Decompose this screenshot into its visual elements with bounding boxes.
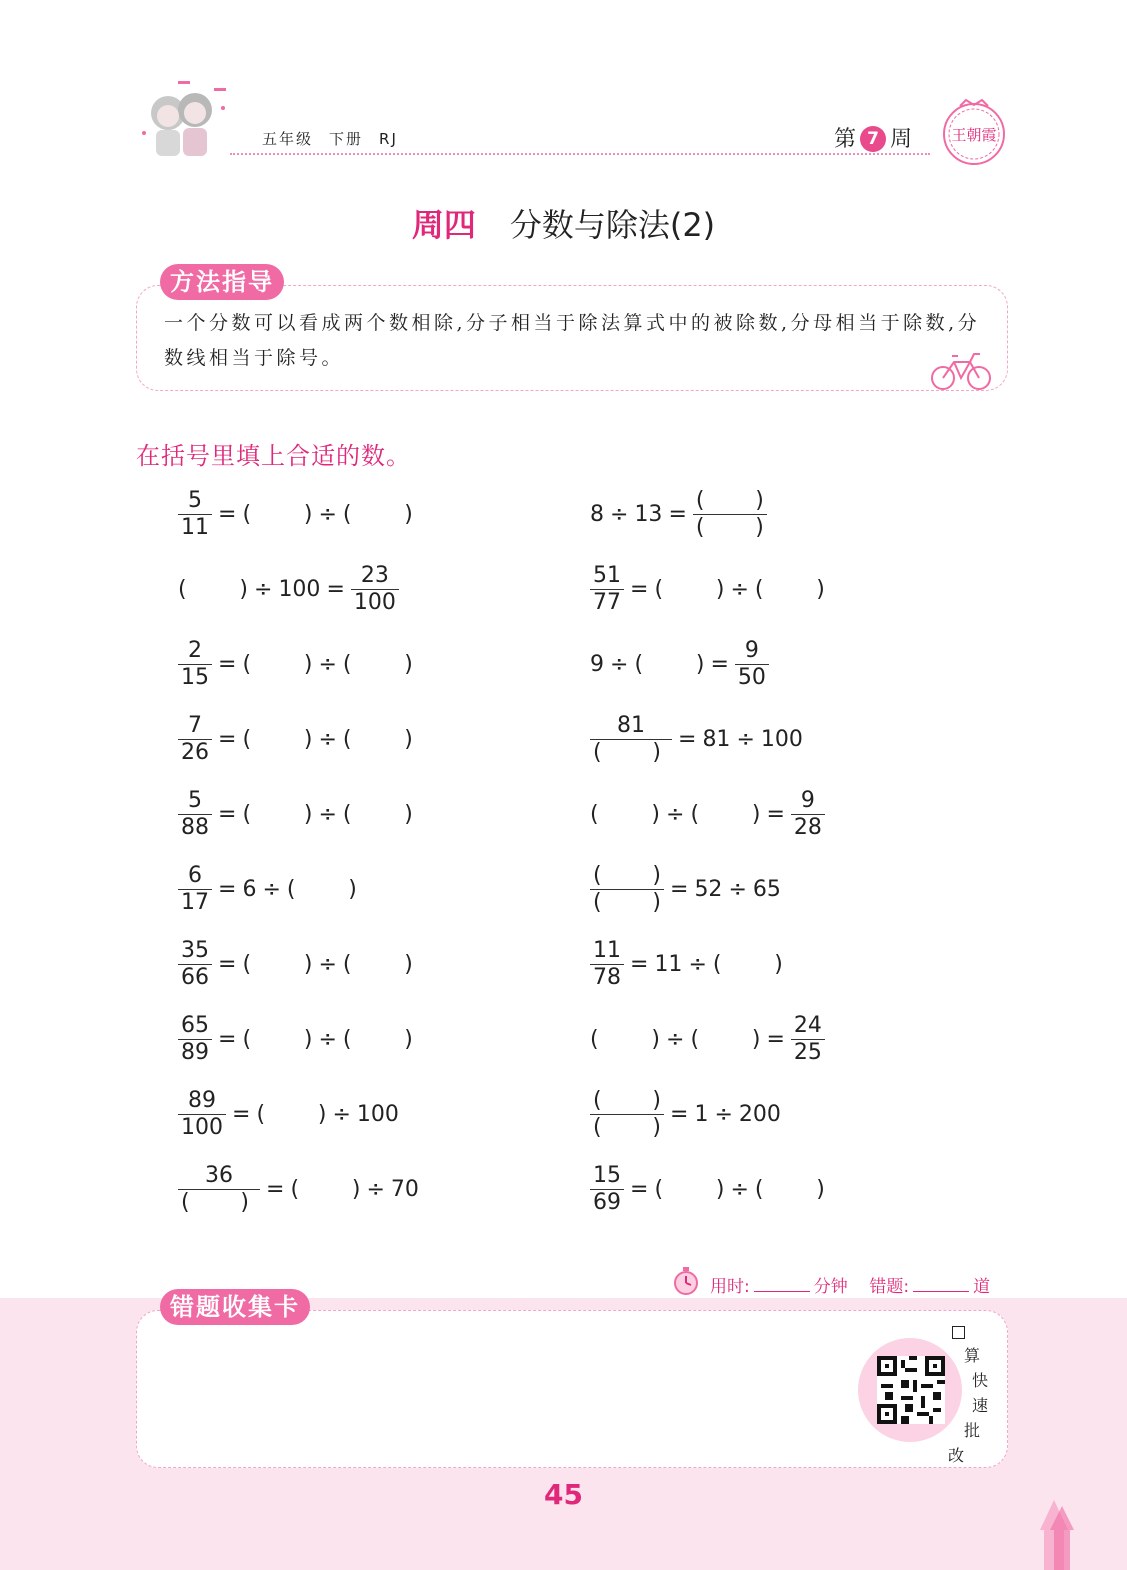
exercise-left-9: $\frac{89}{100}$ = ( ) ÷ 100: [178, 1086, 399, 1142]
answer-blank[interactable]: ( ): [712, 951, 783, 977]
exercise-left-2: ( ) ÷ 100 = $\frac{23}{100}$: [178, 561, 399, 617]
fraction: $\frac{51}{77}$: [590, 563, 624, 616]
svg-text:王朝霞: 王朝霞: [951, 126, 997, 144]
exercise-right-3: 9 ÷ ( ) = $\frac{9}{50}$: [590, 636, 769, 692]
fraction: $\frac{89}{100}$: [178, 1088, 226, 1141]
answer-blank[interactable]: ( ): [242, 801, 313, 827]
fraction: $\frac{15}{69}$: [590, 1163, 624, 1216]
method-guide-text: 一个分数可以看成两个数相除,分子相当于除法算式中的被除数,分母相当于除数,分数线相当于除号。: [164, 312, 981, 369]
exercise-right-2: $\frac{51}{77}$ = ( ) ÷ ( ): [590, 561, 825, 617]
answer-blank[interactable]: ( ): [634, 651, 705, 677]
answer-blank[interactable]: ( ): [342, 726, 413, 752]
fraction: $\frac{23}{100}$: [351, 563, 399, 616]
answer-blank[interactable]: ( ): [342, 1026, 413, 1052]
answer-blank[interactable]: ( ): [690, 801, 761, 827]
exercise-right-5: ( ) ÷ ( ) = $\frac{9}{28}$: [590, 786, 825, 842]
fraction: $\frac{35}{66}$: [178, 938, 212, 991]
answer-blank[interactable]: ( ): [342, 651, 413, 677]
answer-blank[interactable]: ( ): [242, 951, 313, 977]
answer-blank[interactable]: ( ): [242, 726, 313, 752]
author-seal-logo: [938, 96, 1010, 168]
exercise-left-6: $\frac{6}{17}$ = 6 ÷ ( ): [178, 861, 357, 917]
time-blank[interactable]: [754, 1291, 810, 1292]
exercise-left-10: 36 ( ) = ( ) ÷ 70: [178, 1161, 419, 1217]
fraction: $\frac{5}{88}$: [178, 788, 212, 841]
answer-blank[interactable]: ( ): [342, 501, 413, 527]
exercise-left-3: $\frac{2}{15}$ = ( ) ÷ ( ): [178, 636, 413, 692]
week-number-badge: 7: [860, 126, 886, 152]
answer-blank[interactable]: ( ): [590, 1026, 660, 1052]
answer-blank[interactable]: ( ): [242, 651, 313, 677]
exercise-right-8: ( ) ÷ ( ) = $\frac{24}{25}$: [590, 1011, 825, 1067]
grade-label: 五年级 下册 RJ: [262, 130, 398, 148]
answer-blank[interactable]: ( ): [290, 1176, 361, 1202]
exercise-left-5: $\frac{5}{88}$ = ( ) ÷ ( ): [178, 786, 413, 842]
fraction: $\frac{7}{26}$: [178, 713, 212, 766]
answer-blank[interactable]: ( ): [690, 1026, 761, 1052]
exercise-left-8: $\frac{65}{89}$ = ( ) ÷ ( ): [178, 1011, 413, 1067]
answer-blank[interactable]: ( ): [256, 1101, 327, 1127]
fraction: $\frac{9}{50}$: [735, 638, 769, 691]
fraction: 36 ( ): [178, 1163, 260, 1216]
answer-fraction[interactable]: ( ) ( ): [693, 488, 767, 541]
answer-blank[interactable]: ( ): [242, 501, 313, 527]
answer-blank[interactable]: ( ): [178, 1189, 260, 1216]
checkbox-icon: [952, 1326, 965, 1339]
answer-blank[interactable]: ( ): [242, 1026, 313, 1052]
exercise-right-1: 8 ÷ 13 = ( ) ( ): [590, 486, 767, 542]
exercise-left-7: $\frac{35}{66}$ = ( ) ÷ ( ): [178, 936, 413, 992]
answer-blank[interactable]: ( ): [178, 576, 248, 602]
answer-blank[interactable]: ( ): [590, 739, 672, 766]
answer-blank[interactable]: ( ): [286, 876, 357, 902]
fraction: $\frac{2}{15}$: [178, 638, 212, 691]
fraction: 81 ( ): [590, 713, 672, 766]
answer-blank[interactable]: ( ): [590, 801, 660, 827]
quick-grading-label: 算 快 速 批 改: [958, 1326, 988, 1468]
error-blank[interactable]: [913, 1291, 969, 1292]
answer-blank[interactable]: ( ): [654, 1176, 725, 1202]
answer-blank[interactable]: ( ): [342, 951, 413, 977]
answer-fraction[interactable]: ( ) ( ): [590, 863, 664, 916]
fraction: $\frac{6}{17}$: [178, 863, 212, 916]
exercise-left-1: $\frac{5}{11}$ = ( ) ÷ ( ): [178, 486, 413, 542]
page-title: 周四 分数与除法(2): [411, 206, 716, 244]
method-guide-tag: 方法指导: [160, 264, 284, 300]
exercise-left-4: $\frac{7}{26}$ = ( ) ÷ ( ): [178, 711, 413, 767]
stopwatch-icon: [672, 1266, 700, 1296]
answer-blank[interactable]: ( ): [754, 1176, 825, 1202]
answer-blank[interactable]: ( ): [342, 801, 413, 827]
fraction: $\frac{9}{28}$: [791, 788, 825, 841]
usage-record: 用时: 分钟 错题: 道: [710, 1277, 991, 1297]
qr-code[interactable]: [877, 1356, 945, 1424]
bicycle-icon: [930, 350, 992, 392]
answer-fraction[interactable]: ( ) ( ): [590, 1088, 664, 1141]
kids-illustration: [138, 78, 233, 158]
week-indicator: 第 7 周: [834, 127, 913, 152]
fraction: $\frac{5}{11}$: [178, 488, 212, 541]
answer-blank[interactable]: ( ): [754, 576, 825, 602]
header-divider: [230, 153, 930, 155]
exercise-right-10: $\frac{15}{69}$ = ( ) ÷ ( ): [590, 1161, 825, 1217]
page-number: 45: [544, 1478, 583, 1511]
exercise-instruction: 在括号里填上合适的数。: [136, 442, 411, 470]
mistake-card-tag: 错题收集卡: [160, 1289, 310, 1325]
exercise-right-6: ( ) ( ) = 52 ÷ 65: [590, 861, 781, 917]
fraction: $\frac{65}{89}$: [178, 1013, 212, 1066]
fraction: $\frac{11}{78}$: [590, 938, 624, 991]
answer-blank[interactable]: ( ): [654, 576, 725, 602]
fraction: $\frac{24}{25}$: [791, 1013, 825, 1066]
exercise-right-7: $\frac{11}{78}$ = 11 ÷ ( ): [590, 936, 783, 992]
exercise-right-9: ( ) ( ) = 1 ÷ 200: [590, 1086, 781, 1142]
exercise-right-4: 81 ( ) = 81 ÷ 100: [590, 711, 803, 767]
up-arrow-icon: [1040, 1500, 1076, 1570]
